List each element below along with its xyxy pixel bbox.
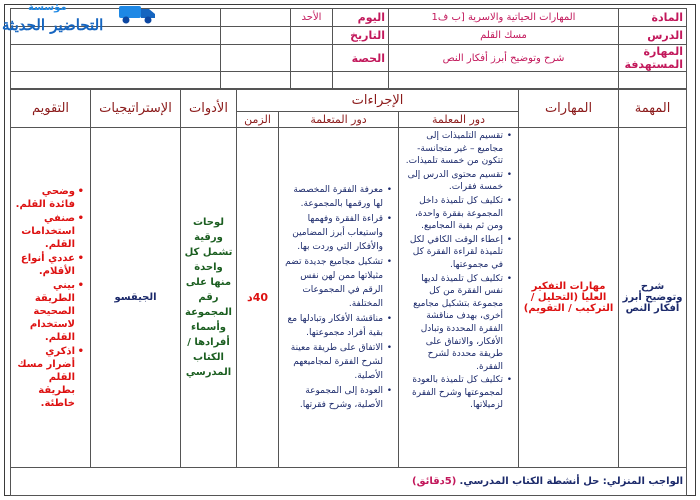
period-value-cell bbox=[291, 45, 333, 72]
list-item: • العودة إلى المجموعة الأصلية، وشرح فقرتها. bbox=[282, 384, 383, 412]
col-header-strategies: الإستراتيجيات bbox=[91, 89, 181, 128]
list-item: • قراءة الفقرة وفهمها واستيعاب أبرز المضامين والأفكار التي وردت بها. bbox=[282, 212, 383, 254]
list-item: • إعطاء الوقت الكافي لكل تلميذة لقراءة الفقرة كل في مجموعتها. bbox=[402, 234, 503, 272]
date-value-cell bbox=[291, 27, 333, 45]
list-item: • اذكري أضرار مسك القلم بطريقة خاطئة. bbox=[14, 345, 75, 410]
list-item: • تكليف كل تلميذة داخل المجموعة بفقرة واحدة، ومن ثم بقية المجاميع. bbox=[402, 195, 503, 233]
tools-cell: لوحات ورقية تشمل كل واحدة منها على رقم المجموعة وأسماء أفرادها / الكتاب المدرسي bbox=[181, 128, 237, 468]
list-item: • وضحي فائدة القلم. bbox=[14, 185, 75, 211]
list-item: • الاتفاق على طريقة معينة لشرح الفقرة لمجاميعهم الأصلية. bbox=[282, 341, 383, 383]
target-skill-value: شرح وتوضيح أبرز أفكار النص bbox=[389, 45, 619, 72]
student-role-list bbox=[282, 183, 395, 412]
teacher-role-cell bbox=[399, 128, 519, 468]
list-item: • تكليف كل تلميذة لديها نفس الفقرة من كل مجموعة بتشكيل مجاميع أخرى، بهدف مناقشة الفقرة المحددة وتبادل الأفكار، والاتفاق على طريقة محددة لشرح الفقرة. bbox=[402, 273, 503, 374]
date-extra-cell bbox=[221, 27, 291, 45]
homework-row bbox=[11, 468, 687, 496]
skills-cell: مهارات التفكير العليا (التحليل / التركيب / التقويم) bbox=[519, 128, 619, 468]
list-item: • تقسيم محتوى الدرس إلى خمسة فقرات. bbox=[402, 169, 503, 194]
subject-value: المهارات الحياتية والاسرية [ب ف1 bbox=[389, 9, 619, 27]
day-value: الأحد bbox=[291, 9, 333, 27]
list-item: • معرفة الفقرة المخصصة لها ورقمها بالمجموعة. bbox=[282, 183, 383, 211]
list-item: • تكليف كل تلميذة بالعودة لمجموعتها وشرح الفقرة لزميلاتها. bbox=[402, 374, 503, 412]
date-label: التاريخ bbox=[333, 27, 389, 45]
homework-text: الواجب المنزلي: حل أنشطة الكتاب المدرسي. bbox=[459, 476, 684, 487]
list-item: • تشكيل مجاميع جديدة تضم مثيلاتها ممن لهن نفس الرقم في المجموعات المختلفة. bbox=[282, 255, 383, 311]
empty-cell bbox=[11, 72, 221, 90]
task-cell: شرح وتوضيح أبرز أفكار النص bbox=[619, 128, 687, 468]
strategy-cell: الجيقسو bbox=[91, 128, 181, 468]
subject-label: المادة bbox=[619, 9, 687, 27]
logo-line-1: مؤسسة bbox=[28, 2, 67, 13]
empty-cell bbox=[389, 72, 619, 90]
logo-line-2: التحاضير الحديثة bbox=[2, 16, 104, 34]
day-extra-cell bbox=[221, 9, 291, 27]
list-item: • تقسيم التلميذات إلى مجاميع – غير متجانسة- تتكون من خمسة تلميذات. bbox=[402, 130, 503, 168]
empty-cell bbox=[221, 72, 291, 90]
col-header-time: الزمن bbox=[237, 112, 279, 128]
list-item: • مناقشة الأفكار وتبادلها مع بقية أفراد مجموعتها. bbox=[282, 312, 383, 340]
period-label: الحصة bbox=[333, 45, 389, 72]
day-label: اليوم bbox=[333, 9, 389, 27]
empty-cell bbox=[291, 72, 333, 90]
evaluation-list bbox=[14, 185, 87, 410]
period-extra-cell-2 bbox=[11, 45, 221, 72]
truck-icon bbox=[118, 3, 158, 25]
lesson-value: مسك القلم bbox=[389, 27, 619, 45]
list-item: • عددي أنواع الأقلام. bbox=[14, 252, 75, 278]
target-skill-label: المهارة المستهدفة bbox=[619, 45, 687, 72]
evaluation-cell bbox=[11, 128, 91, 468]
col-header-procedures: الإجراءات bbox=[237, 89, 519, 112]
teacher-role-list bbox=[402, 130, 515, 412]
empty-cell bbox=[333, 72, 389, 90]
list-item: • صنفي استخدامات القلم. bbox=[14, 212, 75, 251]
col-header-evaluation: التقويم bbox=[11, 89, 91, 128]
homework-time: (5دقائق) bbox=[412, 476, 457, 487]
student-role-cell bbox=[279, 128, 399, 468]
period-extra-cell bbox=[221, 45, 291, 72]
col-header-student-role: دور المتعلمة bbox=[279, 112, 399, 128]
publisher-logo bbox=[0, 0, 160, 40]
lesson-procedures-table bbox=[10, 88, 687, 496]
col-header-skills: المهارات bbox=[519, 89, 619, 128]
col-header-tools: الأدوات bbox=[181, 89, 237, 128]
lesson-label: الدرس bbox=[619, 27, 687, 45]
col-header-task: المهمة bbox=[619, 89, 687, 128]
col-header-teacher-role: دور المعلمة bbox=[399, 112, 519, 128]
empty-cell bbox=[619, 72, 687, 90]
time-cell: 40د bbox=[237, 128, 279, 468]
list-item: • بيني الطريقة الصحيحة لاستخدام القلم. bbox=[14, 279, 75, 344]
